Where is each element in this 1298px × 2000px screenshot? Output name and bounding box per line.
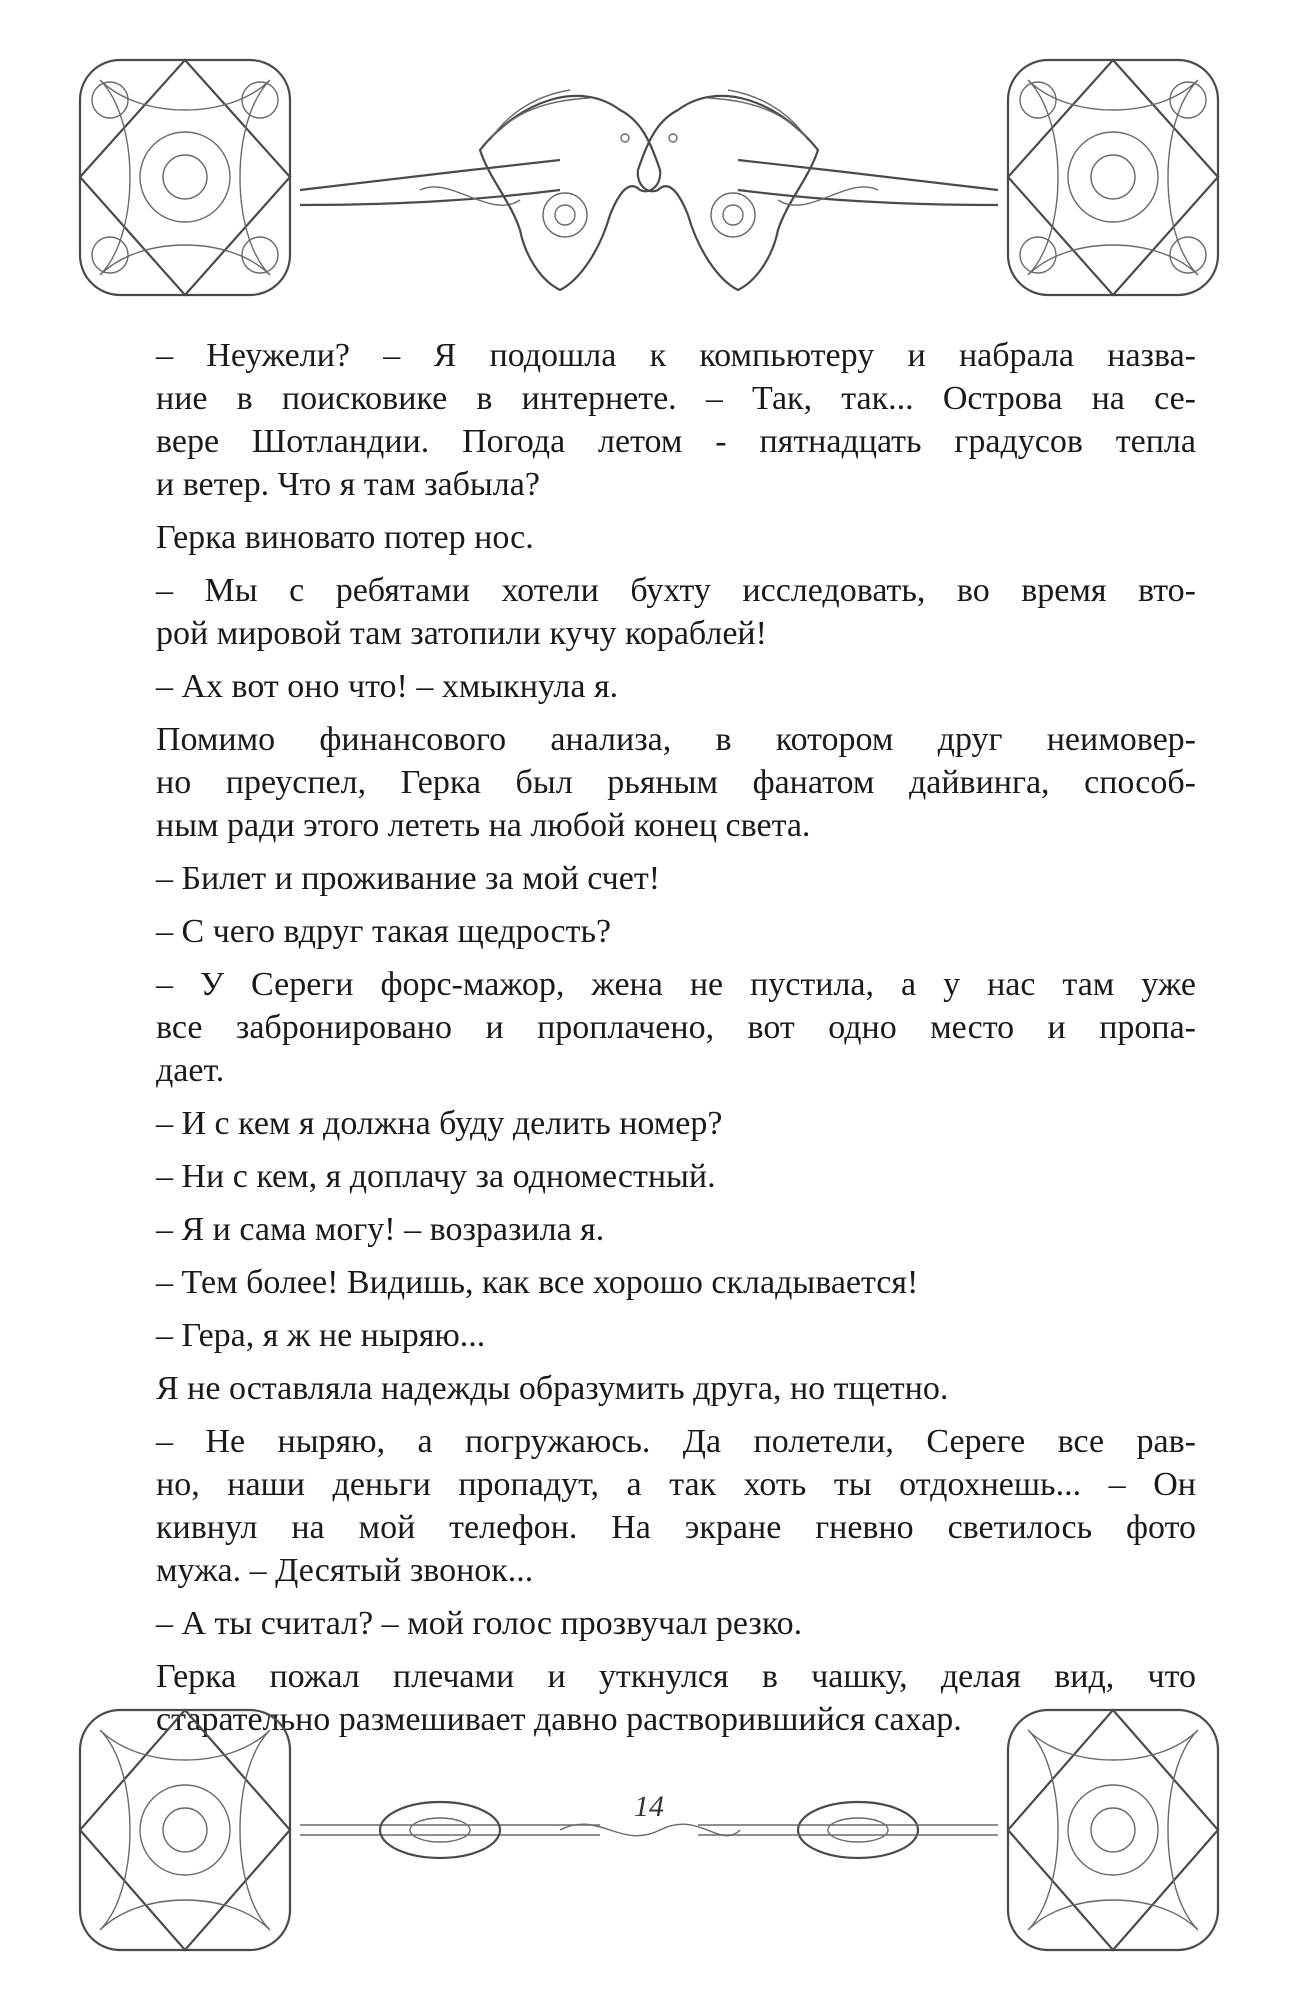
text-line: все забронировано и проплачено, вот одно место и пропа- — [156, 1009, 1196, 1046]
text-line: но преуспел, Герка был рьяным фанатом дайвинга, способ- — [156, 764, 1196, 801]
text-line: – Ах вот оно что! – хмыкнула я. — [156, 668, 619, 705]
text-line: – Я и сама могу! – возразила я. — [156, 1211, 605, 1248]
text-line: рой мировой там затопили кучу кораблей! — [156, 615, 767, 652]
text-line: – С чего вдруг такая щедрость? — [156, 913, 612, 950]
text-line: вере Шотландии. Погода летом - пятнадцать градусов тепла — [156, 423, 1196, 460]
text-line: ние в поисковике в интернете. – Так, так... Острова на се- — [156, 380, 1196, 417]
celtic-knot-icon — [1008, 1710, 1218, 1950]
body-text — [156, 334, 1196, 1741]
text-line: – Не ныряю, а погружаюсь. Да полетели, Сереге все рав- — [156, 1423, 1196, 1460]
text-line: – Неужели? – Я подошла к компьютеру и набрала назва- — [156, 337, 1196, 374]
text-line: Помимо финансового анализа, в котором друг неимовер- — [156, 721, 1196, 758]
text-line: – У Сереги форс-мажор, жена не пустила, а у нас там уже — [156, 966, 1196, 1003]
top-ornament — [0, 40, 1298, 330]
text-line: – А ты считал? – мой голос прозвучал резко. — [156, 1605, 803, 1642]
text-line: Герка пожал плечами и уткнулся в чашку, делая вид, что — [156, 1658, 1196, 1695]
text-line: кивнул на мой телефон. На экране гневно светилось фото — [156, 1509, 1196, 1546]
bottom-ornament — [0, 1700, 1298, 1970]
text-line: старательно размешивает давно растворившийся сахар. — [156, 1701, 962, 1738]
celtic-knot-icon — [80, 1710, 290, 1950]
horse-head-right-icon — [638, 90, 818, 290]
text-line: мужа. – Десятый звонок... — [156, 1552, 534, 1589]
text-line: – Гера, я ж не ныряю... — [156, 1317, 486, 1354]
paragraph — [156, 334, 1196, 506]
text-line: ным ради этого лететь на любой конец света. — [156, 807, 811, 844]
paragraph — [156, 718, 1196, 847]
paragraph — [156, 963, 1196, 1092]
text-line: – Билет и проживание за мой счет! — [156, 860, 661, 897]
text-line: – Тем более! Видишь, как все хорошо складывается! — [156, 1264, 919, 1301]
text-line: – И с кем я должна буду делить номер? — [156, 1105, 723, 1142]
text-line: Я не оставляла надежды образумить друга, но тщетно. — [156, 1370, 949, 1407]
paragraph — [156, 569, 1196, 655]
text-line: – Мы с ребятами хотели бухту исследовать, во время вто- — [156, 572, 1196, 609]
text-line: – Ни с кем, я доплачу за одноместный. — [156, 1158, 716, 1195]
celtic-knot-icon — [80, 60, 290, 295]
paragraph — [156, 1420, 1196, 1592]
page-number: 14 — [634, 1790, 664, 1823]
text-line: дает. — [156, 1052, 225, 1089]
text-line: но, наши деньги пропадут, а так хоть ты отдохнешь... – Он — [156, 1466, 1196, 1503]
horse-head-left-icon — [480, 90, 660, 290]
celtic-knot-icon — [1008, 60, 1218, 295]
text-line: Герка виновато потер нос. — [156, 519, 534, 556]
text-line: и ветер. Что я там забыла? — [156, 466, 540, 503]
